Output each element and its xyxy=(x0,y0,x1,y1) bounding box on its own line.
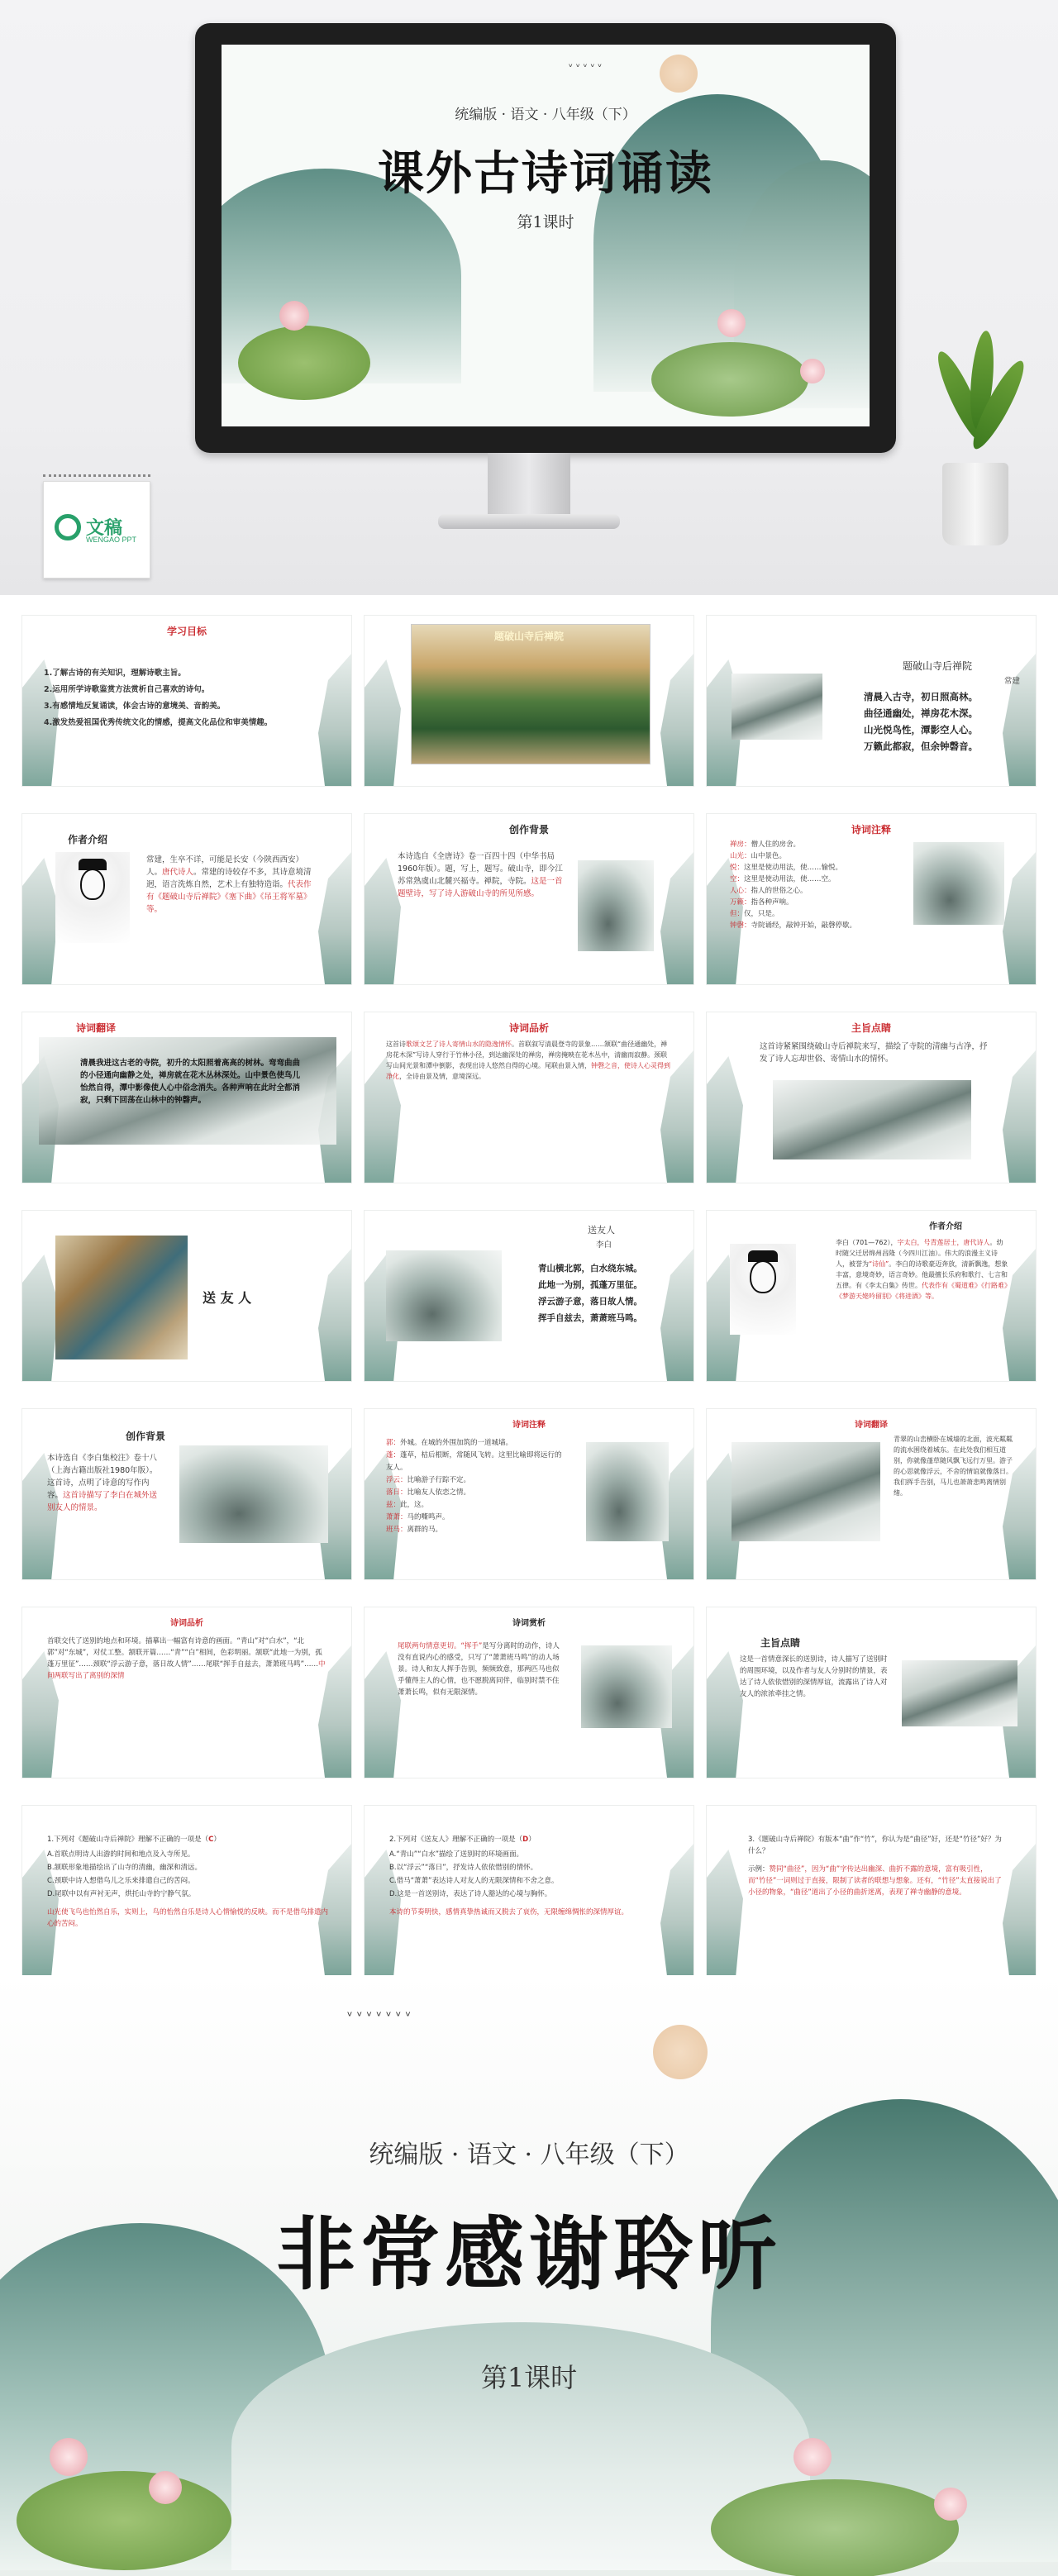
translation-text: 清晨我进这古老的寺院，初升的太阳照着高高的树林。弯弯曲曲的小径通向幽静之处，禅房就在花木丛林深处。山中景色使鸟儿怡然自得，潭中影像使人心中俗念消失。各种声响在此时全都消寂，只剩下回荡在山林中的钟磬声。 xyxy=(80,1059,301,1105)
poem-line: 浮云游子意，落日故人情。 xyxy=(538,1297,642,1307)
quiz-question: 3.《题破山寺后禅院》有版本“曲”作“竹”，你认为是“曲径”好，还是“竹径”好？为什么？ xyxy=(748,1836,1002,1855)
slide-author1 xyxy=(21,813,352,985)
author-portrait xyxy=(730,1244,796,1335)
poem-line: 万籁此都寂，但余钟磬音。 xyxy=(864,740,978,752)
quiz-option: B.颔联形象地描绘出了山寺的清幽，幽深和清远。 xyxy=(47,1864,203,1872)
slide-background2 xyxy=(21,1408,352,1580)
note-term: 空： xyxy=(730,875,745,883)
ink-farewell-image xyxy=(386,1250,502,1341)
logo-text: 文稿 xyxy=(86,517,123,538)
slide-author2 xyxy=(706,1210,1037,1382)
poem-line: 挥手自兹去，萧萧班马鸣。 xyxy=(538,1313,642,1323)
birds-decoration: ᵛ ᵛ ᵛ ᵛ ᵛ xyxy=(569,61,603,73)
ink-landscape-image xyxy=(773,1080,971,1159)
analysis-highlight: 歌颂文艺了诗人寄情山水的隐逸情怀 xyxy=(406,1040,512,1048)
slide-title: 创作背景 xyxy=(125,1431,165,1442)
note-item xyxy=(730,839,895,850)
analysis-text xyxy=(386,1039,674,1082)
mountain-edge-right xyxy=(318,1249,351,1381)
slide-learning-goals xyxy=(21,615,352,787)
mountain-edge-left xyxy=(22,844,59,984)
sun-decoration xyxy=(660,55,698,93)
quiz-option: D.这是一首送别诗，表达了诗人豁达的心境与胸怀。 xyxy=(389,1890,552,1898)
background-body: 本诗选自《李白集校注》卷十八（上海古籍出版社1980年版）。这首诗，点明了诗意的写作内容。 xyxy=(47,1454,158,1500)
lotus-leaf-decoration xyxy=(238,326,370,400)
analysis-text xyxy=(398,1640,563,1698)
slide-title: 主旨点睛 xyxy=(851,1022,891,1034)
analysis-highlight: 钟磬之音，使诗人心灵得到净化 xyxy=(386,1062,670,1080)
note-item xyxy=(730,908,895,920)
background-highlight: 这是一首题壁诗，写了诗人游破山寺的所见所感。 xyxy=(398,877,563,898)
note-term: 蓬： xyxy=(386,1451,401,1459)
mountain-edge-right xyxy=(318,852,351,984)
poem-title: 题破山寺后禅院 xyxy=(902,660,972,672)
slide-poem2-text xyxy=(364,1210,694,1382)
slide-analysis2b xyxy=(364,1607,694,1778)
author-bio-text: 。李白的诗歌豪迈奔放，清新飘逸，想象丰富，意境奇妙，语言奇妙。他最擅长乐府和歌行、七言和五律。有《李太白集》传世。 xyxy=(836,1260,1008,1289)
slide-notes1 xyxy=(706,813,1037,985)
note-item xyxy=(386,1499,568,1512)
analysis-body: ，全诗由景及情，意境深远。 xyxy=(399,1073,485,1080)
quiz-option: A.首联点明诗人出游的时间和地点及入寺所见。 xyxy=(47,1850,195,1859)
slide-poem1-cover xyxy=(364,615,694,787)
author-bio xyxy=(146,854,312,916)
lotus-flower-decoration xyxy=(794,2438,832,2476)
author-bio-text: 李白（701—762）， xyxy=(836,1239,898,1246)
background-text xyxy=(398,850,563,900)
mountain-edge-left xyxy=(22,1240,59,1381)
slide-title: 作者介绍 xyxy=(929,1222,962,1231)
slide-theme2 xyxy=(706,1607,1037,1778)
slide-poem2-cover xyxy=(21,1210,352,1382)
analysis-body: 这首诗 xyxy=(386,1040,406,1048)
mountain-edge-left xyxy=(707,1836,743,1976)
analysis-body: 。首联叙写清晨登寺的景象……颔联“曲径通幽处，禅房花木深”写诗人穿行于竹林小径，到达幽深处的禅房，禅房掩映在花木丛中，清幽而寂静。颈联写山间光景和潭中倒影，表现出诗人悠然自得的心境。尾联由景入情， xyxy=(386,1040,668,1069)
ending-lesson: 第1课时 xyxy=(480,2362,578,2393)
note-def: 这里是使动用法，使……空。 xyxy=(744,875,836,883)
lotus-leaf-decoration xyxy=(651,342,808,417)
ink-landscape-image xyxy=(913,842,1004,925)
quiz-question xyxy=(47,1834,328,1845)
monitor-screen xyxy=(222,45,870,426)
mountain-edge-right xyxy=(1003,1844,1036,1976)
poem-line: 此地一为别，孤蓬万里征。 xyxy=(538,1280,642,1290)
quiz-explanation: 本诗的节奏明快，感情真挚热诚而又脱去了哀伤，无限缠绵惆怅的深情厚谊。 xyxy=(389,1908,629,1917)
note-item xyxy=(730,920,895,931)
author-bio-highlight: 字太白，号青莲居士，唐代诗人 xyxy=(897,1239,990,1246)
quiz-answer-label: 示例： xyxy=(748,1865,770,1874)
lotus-leaf-decoration xyxy=(17,2471,231,2570)
note-def: 马的嘶鸣声。 xyxy=(407,1513,450,1521)
mountain-edge-left xyxy=(365,844,401,984)
note-def: 这里是使动用法，使……愉悦。 xyxy=(744,864,843,872)
slide-title: 诗词翻译 xyxy=(75,1022,116,1034)
author-bio-text: 常建，生卒不详，可能是长安（今陕西西安）人。 xyxy=(146,855,304,877)
note-term: 人心： xyxy=(730,887,751,895)
quiz-question-text: 1.下列对《题破山寺后禅院》理解不正确的一项是（ xyxy=(47,1836,209,1844)
slide-translation1 xyxy=(21,1012,352,1183)
poem-line: 曲径通幽处，禅房花木深。 xyxy=(864,707,978,719)
mountain-edge-left xyxy=(365,1637,401,1778)
note-item xyxy=(730,862,895,874)
quiz-question xyxy=(389,1834,670,1845)
slide-title: 诗词品析 xyxy=(508,1022,549,1034)
ink-horses-image xyxy=(732,1442,880,1541)
poem-line: 青山横北郭，白水绕东城。 xyxy=(538,1264,642,1274)
slide-analysis2a xyxy=(21,1607,352,1778)
note-term: 落日： xyxy=(386,1488,407,1497)
note-list xyxy=(386,1437,568,1536)
background-highlight: 这首诗描写了李白在城外送别友人的情景。 xyxy=(47,1491,158,1512)
quiz-explanation: 山光使飞鸟也怡然自乐，实则上，鸟的怡然自乐是诗人心情愉悦的反映。而不是借鸟排遣内心的苦闷。 xyxy=(47,1908,329,1928)
mountain-edge-right xyxy=(1003,654,1036,786)
mountain-edge-right xyxy=(660,852,693,984)
note-def: 外城。在城的外围加筑的一道城墙。 xyxy=(400,1439,513,1447)
hero-title: 课外古诗词诵读 xyxy=(378,146,713,201)
hero-lesson: 第1课时 xyxy=(517,213,574,231)
note-def: 此，这。 xyxy=(400,1501,429,1509)
mountain-edge-right xyxy=(660,1249,693,1381)
background-body: 本诗选自《全唐诗》卷一百四十四（中华书局1960年版）。题，写上，题写。破山寺，即今江苏常熟虞山北麓兴福寺。禅院，寺院。 xyxy=(398,852,563,886)
note-item xyxy=(730,885,895,897)
temple-painting xyxy=(411,624,651,764)
quiz-answer: C xyxy=(208,1836,214,1844)
note-term: 郭： xyxy=(386,1439,401,1447)
author-bio-text: 。常建的诗较存不多，其诗意境清迥，语言洗炼自然，艺术上有独特造诣。 xyxy=(146,868,312,889)
lotus-leaf-decoration xyxy=(711,2479,959,2576)
quiz-option: C.颈联中诗人想借鸟儿之乐来排遣自己的苦闷。 xyxy=(47,1877,195,1885)
theme-text: 这首诗紧紧围绕破山寺后禅院来写，描绘了寺院的清幽与古净，抒发了诗人忘却世俗、寄情山水的情怀。 xyxy=(760,1042,988,1064)
slide-quiz3 xyxy=(706,1805,1037,1977)
quiz-question-end: ） xyxy=(213,1836,221,1844)
ink-horses-image xyxy=(902,1660,1017,1726)
poem-author: 李白 xyxy=(596,1240,612,1250)
ink-landscape-image xyxy=(586,1442,669,1541)
slide-theme1 xyxy=(706,1012,1037,1183)
slide-quiz2 xyxy=(364,1805,694,1977)
slide-title: 诗词赏析 xyxy=(512,1619,546,1628)
slide-title: 诗词注释 xyxy=(851,824,891,836)
ink-landscape-image xyxy=(581,1645,672,1728)
translation-text: 青翠的山峦横卧在城墙的北面，波光粼粼的流水围绕着城东。在此处我们相互道别，你就像蓬草随风飘飞远行万里。游子的心思就像浮云，不舍的情谊就像落日。我们挥手告别，马儿也萧萧悲鸣离情别绪。 xyxy=(894,1436,1013,1497)
note-def: 仅，只是。 xyxy=(744,910,779,918)
background-text xyxy=(47,1452,163,1514)
quiz-option: A.“青山”“白水”描绘了送别时的环境画面。 xyxy=(389,1850,523,1859)
logo-icon xyxy=(55,514,81,540)
mountain-edge-left xyxy=(365,645,401,786)
note-def: 僧人住的房舍。 xyxy=(751,840,801,849)
quiz-answer: 赞同“曲径”，因为“曲”字传达出幽深、曲折不露的意境，富有吸引性，而“竹径”一词则过于直接，限制了读者的联想与想象。还有，“竹径”太直接说出了小径的物象，“曲径”道出了小径的曲折迷离，表现了禅寺幽静的意境。 xyxy=(748,1865,1002,1897)
note-item xyxy=(386,1487,568,1499)
quiz-option: C.借马“萧萧”表达诗人对友人的无限深情和不舍之意。 xyxy=(389,1877,559,1885)
note-list xyxy=(730,839,895,931)
goal-item: 3.有感情地反复诵读，体会古诗的意境美、音韵美。 xyxy=(44,702,226,711)
ink-temple-image xyxy=(578,860,654,951)
note-item xyxy=(730,850,895,862)
cover-caption: 送 友 人 xyxy=(203,1290,252,1306)
mountain-edge-right xyxy=(1003,852,1036,984)
sun-decoration xyxy=(653,2025,708,2079)
note-def: 蓬草，枯后根断，常随风飞转。这里比喻即将远行的友人。 xyxy=(386,1451,562,1472)
quiz-question-text: 2.下列对《送友人》理解不正确的一项是（ xyxy=(389,1836,523,1844)
lotus-flower-decoration xyxy=(50,2438,88,2476)
mountain-edge-right xyxy=(318,654,351,786)
lotus-flower-decoration xyxy=(149,2471,182,2504)
analysis-body: 首联交代了送别的地点和环境。描摹出一幅富有诗意的画面。“青山”对“白水”，“北郭”对“东城”，对仗工整。颔联开篇……“青”“白”相间，色彩明丽。颔联“此地一为别，孤蓬万里征”……颈联“浮云游子意，落日故人情”……尾联“挥手自兹去，萧萧班马鸣”…… xyxy=(47,1637,322,1669)
monitor-frame xyxy=(195,23,896,453)
ending-title: 非常感谢聆听 xyxy=(276,2207,782,2301)
note-def: 比喻游子行踪不定。 xyxy=(407,1476,471,1484)
mountain-edge-right xyxy=(1003,1050,1036,1183)
author-bio xyxy=(836,1237,1009,1302)
analysis-highlight: 尾联两句情意更切。“挥手” xyxy=(398,1642,483,1650)
slide-title: 作者介绍 xyxy=(67,834,107,845)
slide-poem1-text xyxy=(706,615,1037,787)
note-item xyxy=(730,897,895,908)
quiz-option: B.以“浮云”“落日”，抒发诗人依依惜别的情怀。 xyxy=(389,1864,538,1872)
author-works: 代表作有《蜀道难》《行路难》《梦游天姥吟留别》《将进酒》等。 xyxy=(836,1282,1008,1300)
mountain-edge-left xyxy=(707,1637,743,1778)
goal-item: 4.激发热爱祖国优秀传统文化的情感，提高文化品位和审美情趣。 xyxy=(44,718,273,727)
author-bio-highlight: “诗仙” xyxy=(869,1260,889,1268)
theme-text: 这是一首情意深长的送别诗，诗人描写了送别时的周围环境，以及作者与友人分别时的情景，表达了诗人依依惜别的深情厚谊，流露出了诗人对友人的浓浓牵挂之情。 xyxy=(740,1655,888,1698)
poem-author: 常建 xyxy=(1004,677,1021,686)
note-item xyxy=(386,1437,568,1450)
lotus-flower-decoration xyxy=(279,301,309,331)
quiz-answer-block xyxy=(748,1864,1004,1898)
note-term: 浮云： xyxy=(386,1476,407,1484)
slide-quiz1 xyxy=(21,1805,352,1977)
note-term: 兹： xyxy=(386,1501,401,1509)
monitor-stand xyxy=(488,453,570,519)
ink-landscape-image xyxy=(732,674,822,740)
analysis-text xyxy=(47,1636,328,1682)
slide-title: 主旨点睛 xyxy=(760,1637,800,1649)
quiz-question-end: ） xyxy=(528,1836,536,1844)
slide-translation2 xyxy=(706,1408,1037,1580)
slide-notes2 xyxy=(364,1408,694,1580)
author-works: 代表作有《题破山寺后禅院》《塞下曲》《吊王将军墓》等。 xyxy=(146,880,312,914)
note-def: 寺院诵经，敲钟开始，敲磬停歇。 xyxy=(751,921,857,930)
note-item xyxy=(386,1450,568,1474)
quiz-answer: D xyxy=(522,1836,529,1844)
ink-landscape-image xyxy=(179,1445,328,1543)
goal-item: 2.运用所学诗歌鉴赏方法赏析自己喜欢的诗句。 xyxy=(44,685,210,694)
note-item xyxy=(386,1474,568,1487)
author-bio-text: 。幼时随父迁居绵州昌隆（今四川江油）。伟大的浪漫主义诗人，被誉为 xyxy=(836,1239,1003,1268)
slide-title: 诗词品析 xyxy=(170,1619,203,1628)
note-item xyxy=(730,874,895,885)
farewell-painting xyxy=(55,1236,188,1359)
birds-decoration: ᵛ ᵛ ᵛ ᵛ ᵛ ᵛ ᵛ xyxy=(347,2008,412,2024)
note-def: 指各种声响。 xyxy=(751,898,794,907)
mountain-edge-left xyxy=(707,1042,743,1183)
lotus-flower-decoration xyxy=(934,2488,967,2521)
note-term: 钟磬： xyxy=(730,921,751,930)
slide-title: 学习目标 xyxy=(166,626,207,637)
logo-subtext: WENGAO PPT xyxy=(86,536,137,544)
hero-subtitle: 统编版 · 语文 · 八年级（下） xyxy=(455,107,636,123)
analysis-body: 是写分离时的动作，诗人没有直说内心的感受，只写了“萧萧班马鸣”的动人场景。诗人和友人挥手告别，频频致意，那两匹马也似乎懂得主人的心情，也不愿脱离同伴，临别时禁不住萧萧长鸣，似有无限深情。 xyxy=(398,1642,560,1697)
plant-pot xyxy=(942,463,1008,545)
slide-analysis1 xyxy=(364,1012,694,1183)
ending-section xyxy=(0,1975,1058,2576)
slide-title: 诗词注释 xyxy=(512,1421,546,1430)
note-term: 禅房： xyxy=(730,840,751,849)
note-item xyxy=(386,1524,568,1536)
note-item xyxy=(386,1512,568,1524)
note-term: 萧萧： xyxy=(386,1513,407,1521)
ending-subtitle: 统编版 · 语文 · 八年级（下） xyxy=(369,2140,689,2169)
lotus-flower-decoration xyxy=(717,309,746,337)
analysis-highlight: 中间两联写出了离别的深情 xyxy=(47,1660,326,1680)
lotus-flower-decoration xyxy=(800,359,825,383)
portrait-head xyxy=(750,1260,776,1293)
poem-title: 送友人 xyxy=(588,1225,615,1236)
note-def: 离群的马。 xyxy=(407,1526,443,1534)
note-term: 山光： xyxy=(730,852,751,860)
quiz-option: D.尾联中以有声衬无声，烘托山寺的宁静气氛。 xyxy=(47,1890,196,1898)
note-def: 比喻友人依恋之情。 xyxy=(407,1488,471,1497)
slide-title: 诗词翻译 xyxy=(855,1421,888,1430)
note-term: 班马： xyxy=(386,1526,407,1534)
portrait-head xyxy=(80,869,105,900)
poem-line: 清晨入古寺，初日照高林。 xyxy=(864,691,978,702)
author-bio-highlight: 唐代诗人 xyxy=(162,868,194,877)
monitor-base xyxy=(438,514,620,529)
mountain-edge-right xyxy=(660,654,693,786)
slide-background1 xyxy=(364,813,694,985)
note-term: 悦： xyxy=(730,864,745,872)
note-term: 万籁： xyxy=(730,898,751,907)
hero-section xyxy=(0,0,1058,595)
note-def: 山中景色。 xyxy=(751,852,787,860)
author-portrait xyxy=(55,852,130,943)
slide-title: 创作背景 xyxy=(508,824,549,836)
note-term: 但： xyxy=(730,910,745,918)
poem-line: 山光悦鸟性，潭影空人心。 xyxy=(864,724,978,736)
note-def: 指人的世俗之心。 xyxy=(751,887,808,895)
cover-caption: 题破山寺后禅院 xyxy=(493,631,564,642)
goal-item: 1.了解古诗的有关知识，理解诗歌主旨。 xyxy=(44,669,186,678)
